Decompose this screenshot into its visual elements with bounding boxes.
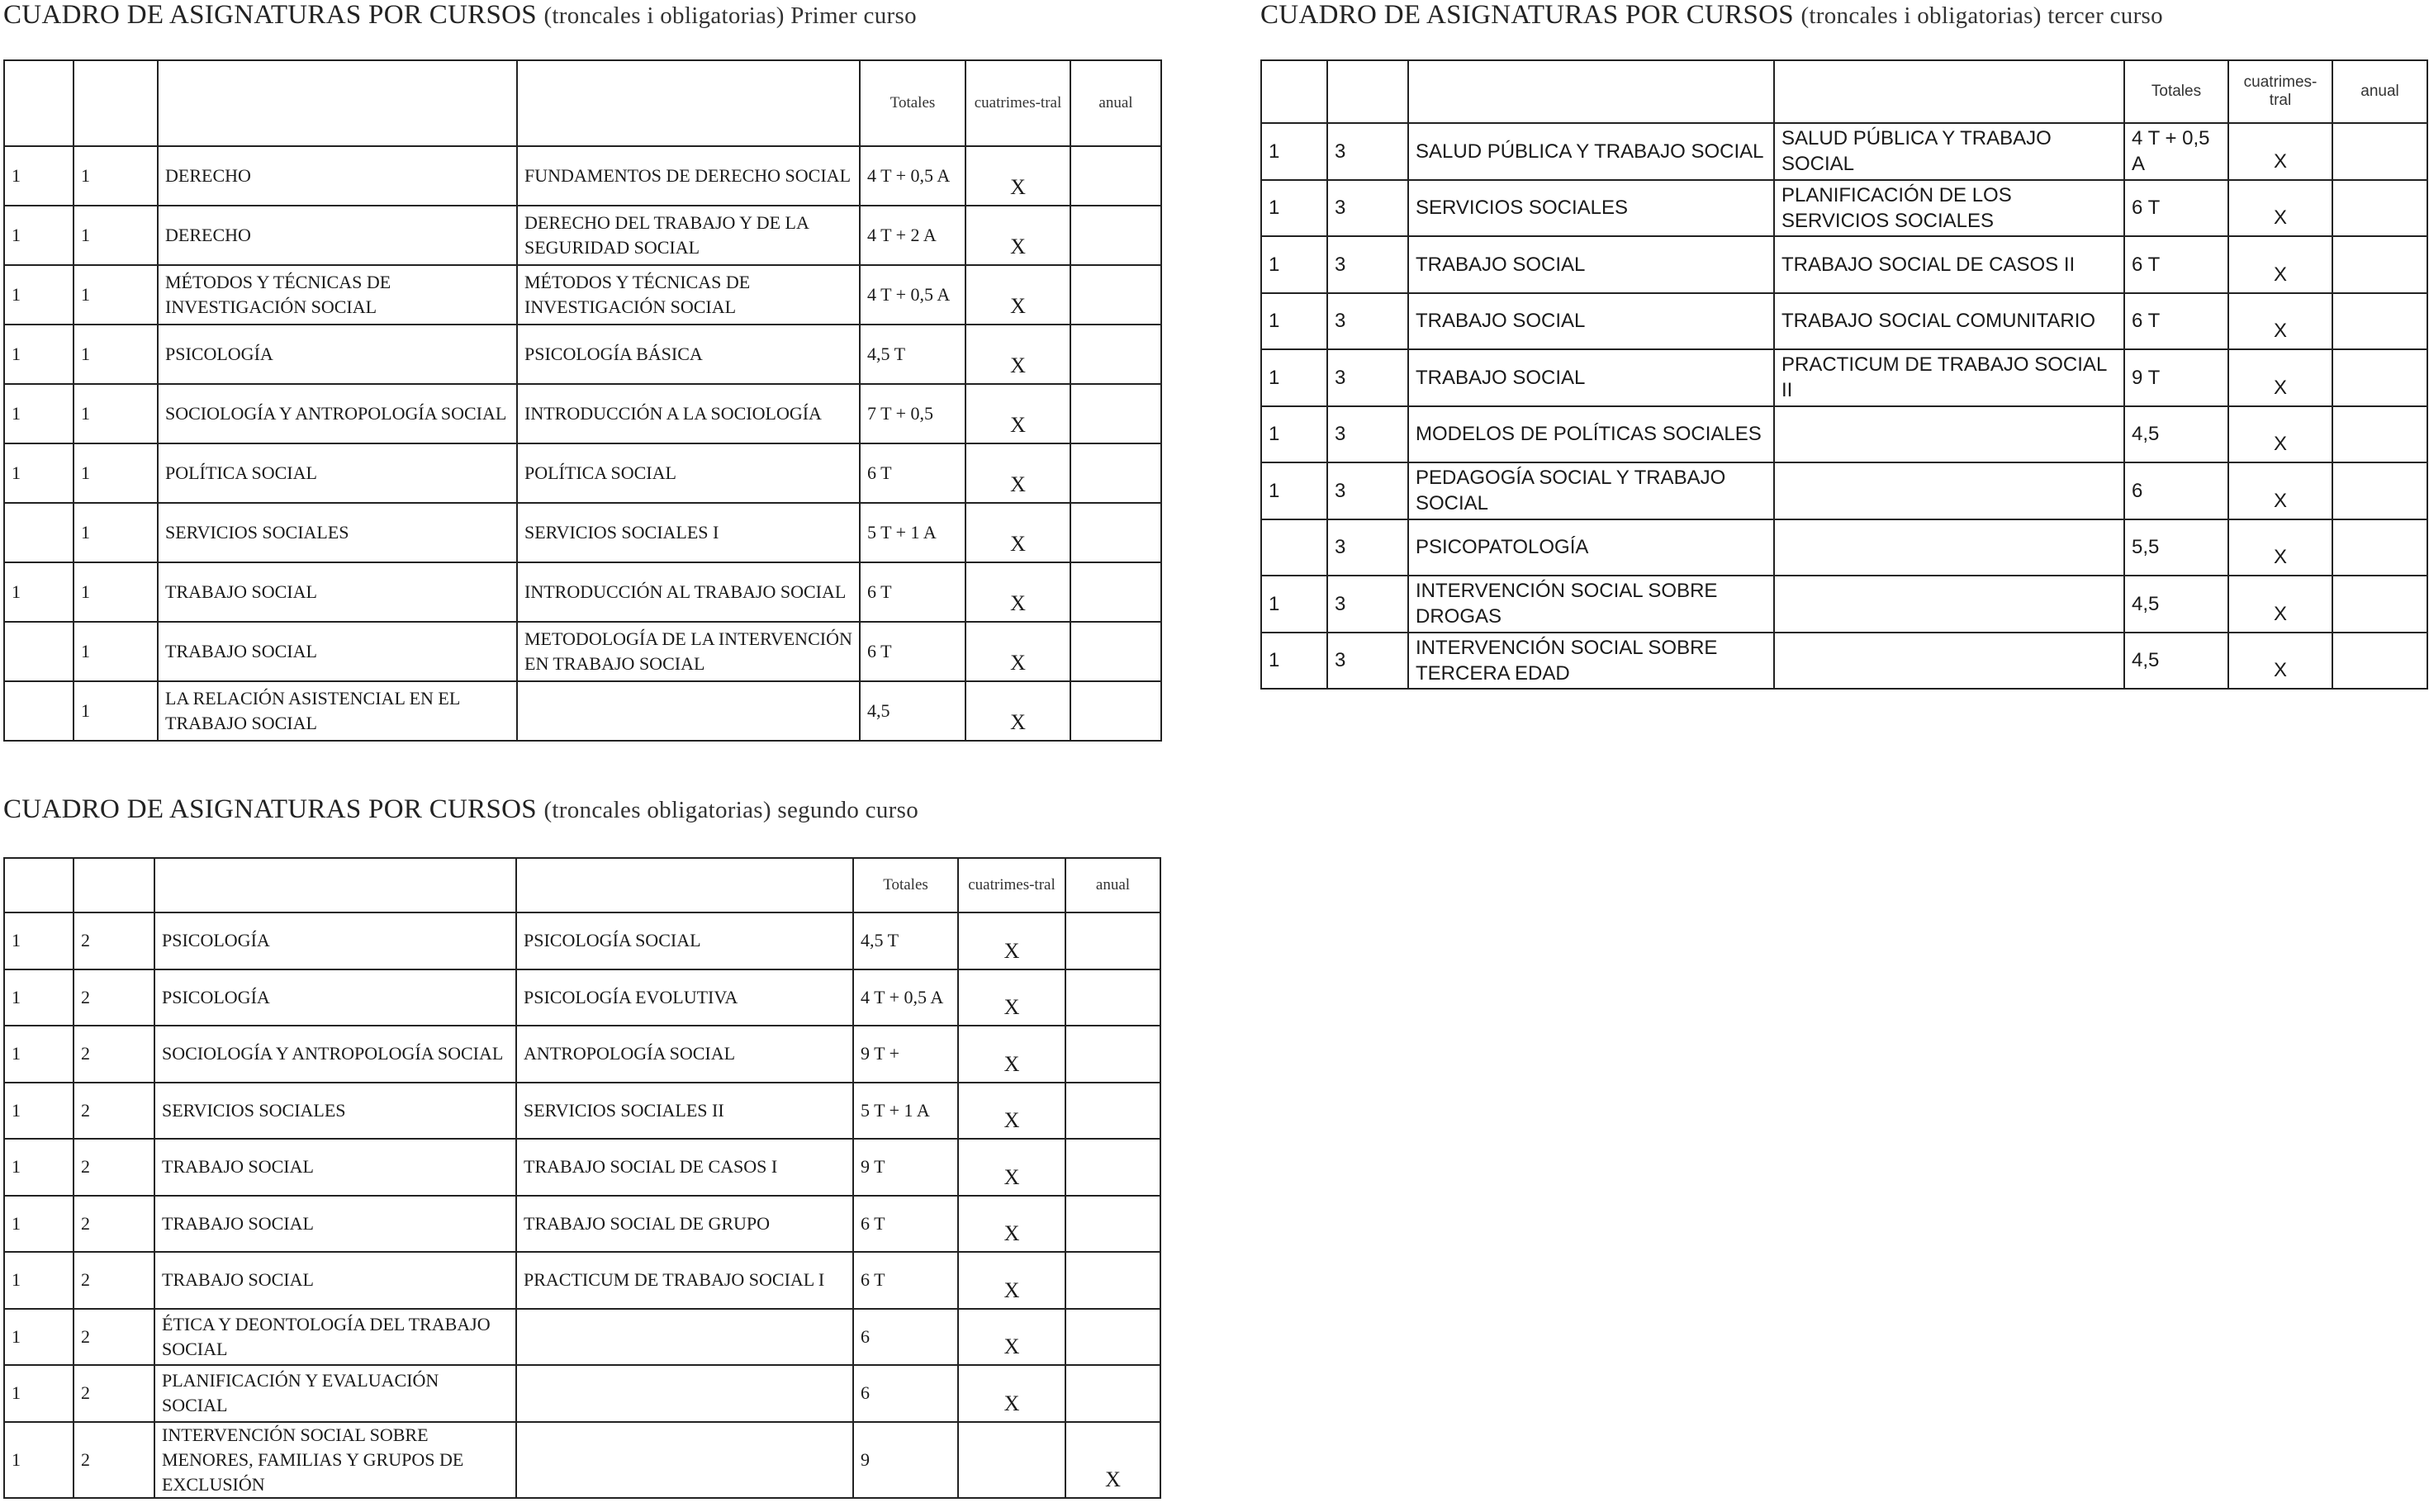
cell-anual [1070, 384, 1161, 443]
cell-anual [2332, 576, 2427, 633]
header-cell [154, 858, 516, 912]
cell-anual [2332, 180, 2427, 237]
heading-tercer-curso [1260, 0, 2163, 31]
header-cell [1408, 60, 1774, 123]
cell-cuatrimestral: X [958, 1309, 1065, 1366]
cell-curso: 3 [1327, 462, 1408, 519]
cell-creditos: 6 T [853, 1252, 958, 1309]
cell-materia: INTERVENCIÓN SOCIAL SOBRE MENORES, FAMILIAS Y GRUPOS DE EXCLUSIÓN [154, 1422, 516, 1498]
cell-number: 1 [1261, 633, 1327, 690]
cell-creditos: 4,5 [2124, 576, 2228, 633]
cell-materia: TRABAJO SOCIAL [1408, 293, 1774, 350]
table-row [4, 912, 1160, 969]
cell-number: 1 [4, 146, 74, 206]
cell-creditos: 4 T + 0,5 A [860, 146, 965, 206]
cell-creditos: 4,5 [2124, 633, 2228, 690]
cell-asignatura: INTRODUCCIÓN AL TRABAJO SOCIAL [517, 562, 860, 622]
cell-creditos: 4,5 [2124, 406, 2228, 463]
cell-curso: 3 [1327, 123, 1408, 180]
cell-asignatura [1774, 519, 2124, 576]
cell-materia: PSICOLOGÍA [158, 325, 517, 384]
table-row [4, 206, 1161, 265]
cell-asignatura [1774, 576, 2124, 633]
cell-curso: 1 [74, 503, 158, 562]
cell-creditos: 5,5 [2124, 519, 2228, 576]
cell-materia: PLANIFICACIÓN Y EVALUACIÓN SOCIAL [154, 1365, 516, 1422]
cell-creditos: 5 T + 1 A [860, 503, 965, 562]
heading-suffix: (troncales i obligatorias) Primer curso [543, 2, 917, 29]
cell-cuatrimestral: X [2228, 236, 2332, 293]
cell-creditos: 4,5 T [853, 912, 958, 969]
cell-number: 1 [1261, 293, 1327, 350]
cell-anual [2332, 293, 2427, 350]
cell-creditos: 4,5 T [860, 325, 965, 384]
cell-number: 1 [4, 1196, 74, 1253]
cell-anual [1070, 206, 1161, 265]
cell-materia: TRABAJO SOCIAL [154, 1139, 516, 1196]
cell-anual [1065, 1309, 1160, 1366]
cell-materia: DERECHO [158, 206, 517, 265]
table-row [1261, 462, 2427, 519]
cell-asignatura: PLANIFICACIÓN DE LOS SERVICIOS SOCIALES [1774, 180, 2124, 237]
cell-materia: PSICOPATOLOGÍA [1408, 519, 1774, 576]
heading-segundo-curso [3, 794, 918, 825]
header-cell: anual [2332, 60, 2427, 123]
cell-curso: 2 [74, 1422, 154, 1498]
cell-creditos: 6 [2124, 462, 2228, 519]
cell-number: 1 [1261, 576, 1327, 633]
header-cell: cuatrimes-tral [965, 60, 1070, 146]
cell-anual [1065, 1365, 1160, 1422]
cell-creditos: 5 T + 1 A [853, 1083, 958, 1140]
cell-asignatura [517, 681, 860, 741]
cell-cuatrimestral: X [2228, 123, 2332, 180]
cell-curso: 1 [74, 146, 158, 206]
table-row [4, 325, 1161, 384]
cell-asignatura: METODOLOGÍA DE LA INTERVENCIÓN EN TRABAJO SOCIAL [517, 622, 860, 681]
cell-anual [1065, 912, 1160, 969]
cell-number: 1 [1261, 349, 1327, 406]
cell-curso: 3 [1327, 236, 1408, 293]
cell-number: 1 [1261, 180, 1327, 237]
cell-asignatura: TRABAJO SOCIAL DE CASOS II [1774, 236, 2124, 293]
cell-anual [1070, 562, 1161, 622]
cell-asignatura: FUNDAMENTOS DE DERECHO SOCIAL [517, 146, 860, 206]
cell-anual [1070, 681, 1161, 741]
cell-curso: 3 [1327, 633, 1408, 690]
cell-curso: 1 [74, 681, 158, 741]
cell-materia: DERECHO [158, 146, 517, 206]
cell-cuatrimestral: X [958, 1252, 1065, 1309]
cell-anual [2332, 462, 2427, 519]
cell-materia: POLÍTICA SOCIAL [158, 443, 517, 503]
cell-number: 1 [1261, 123, 1327, 180]
cell-anual: X [1065, 1422, 1160, 1498]
table-tercer-curso [1260, 59, 2428, 690]
cell-creditos: 4,5 [860, 681, 965, 741]
cell-asignatura: SERVICIOS SOCIALES II [516, 1083, 853, 1140]
table-row [1261, 406, 2427, 463]
cell-cuatrimestral: X [965, 443, 1070, 503]
cell-number: 1 [4, 562, 74, 622]
cell-cuatrimestral: X [965, 325, 1070, 384]
header-cell: Totales [853, 858, 958, 912]
cell-anual [2332, 406, 2427, 463]
cell-cuatrimestral: X [958, 1026, 1065, 1083]
cell-creditos: 6 T [860, 443, 965, 503]
cell-number: 1 [4, 443, 74, 503]
table-row [4, 265, 1161, 325]
cell-creditos: 4 T + 0,5 A [860, 265, 965, 325]
cell-creditos: 9 T + [853, 1026, 958, 1083]
cell-asignatura [1774, 406, 2124, 463]
cell-creditos: 9 [853, 1422, 958, 1498]
cell-asignatura: PRACTICUM DE TRABAJO SOCIAL I [516, 1252, 853, 1309]
table-row [4, 1196, 1160, 1253]
heading-main: CUADRO DE ASIGNATURAS POR CURSOS [3, 794, 537, 824]
cell-number: 1 [4, 1083, 74, 1140]
table-primer-curso [3, 59, 1162, 742]
table-row [1261, 633, 2427, 690]
table-row [1261, 293, 2427, 350]
cell-asignatura [1774, 462, 2124, 519]
cell-materia: SALUD PÚBLICA Y TRABAJO SOCIAL [1408, 123, 1774, 180]
cell-asignatura [516, 1365, 853, 1422]
header-cell [516, 858, 853, 912]
cell-asignatura [516, 1422, 853, 1498]
cell-curso: 2 [74, 969, 154, 1026]
cell-number: 1 [4, 325, 74, 384]
cell-creditos: 4 T + 0,5 A [853, 969, 958, 1026]
cell-materia: ÉTICA Y DEONTOLOGÍA DEL TRABAJO SOCIAL [154, 1309, 516, 1366]
header-cell: cuatrimes-tral [958, 858, 1065, 912]
cell-number: 1 [4, 206, 74, 265]
cell-number: 1 [4, 1139, 74, 1196]
cell-curso: 2 [74, 1252, 154, 1309]
cell-cuatrimestral: X [965, 265, 1070, 325]
cell-number: 1 [4, 384, 74, 443]
cell-materia: TRABAJO SOCIAL [1408, 349, 1774, 406]
cell-asignatura: ANTROPOLOGÍA SOCIAL [516, 1026, 853, 1083]
table-header-row [4, 60, 1161, 146]
cell-curso: 2 [74, 1139, 154, 1196]
cell-curso: 3 [1327, 519, 1408, 576]
cell-number [4, 681, 74, 741]
cell-asignatura [1774, 633, 2124, 690]
cell-asignatura: SALUD PÚBLICA Y TRABAJO SOCIAL [1774, 123, 2124, 180]
cell-cuatrimestral: X [958, 1139, 1065, 1196]
cell-cuatrimestral: X [965, 384, 1070, 443]
cell-asignatura: PSICOLOGÍA SOCIAL [516, 912, 853, 969]
cell-materia: SERVICIOS SOCIALES [1408, 180, 1774, 237]
cell-anual [1070, 503, 1161, 562]
heading-suffix: (troncales obligatorias) segundo curso [543, 797, 918, 823]
cell-number: 1 [4, 1026, 74, 1083]
cell-number [1261, 519, 1327, 576]
cell-asignatura: TRABAJO SOCIAL DE GRUPO [516, 1196, 853, 1253]
cell-curso: 2 [74, 912, 154, 969]
cell-materia: TRABAJO SOCIAL [158, 622, 517, 681]
cell-creditos: 9 T [2124, 349, 2228, 406]
cell-anual [1070, 325, 1161, 384]
section-primer-curso [3, 0, 1160, 776]
cell-materia: TRABAJO SOCIAL [154, 1196, 516, 1253]
cell-asignatura: PSICOLOGÍA EVOLUTIVA [516, 969, 853, 1026]
cell-materia: MÉTODOS Y TÉCNICAS DE INVESTIGACIÓN SOCIAL [158, 265, 517, 325]
cell-curso: 1 [74, 384, 158, 443]
cell-number: 1 [4, 969, 74, 1026]
cell-cuatrimestral: X [2228, 349, 2332, 406]
cell-cuatrimestral: X [965, 146, 1070, 206]
cell-materia: INTERVENCIÓN SOCIAL SOBRE TERCERA EDAD [1408, 633, 1774, 690]
cell-cuatrimestral: X [2228, 633, 2332, 690]
cell-materia: LA RELACIÓN ASISTENCIAL EN EL TRABAJO SOCIAL [158, 681, 517, 741]
cell-creditos: 6 T [853, 1196, 958, 1253]
cell-cuatrimestral: X [965, 503, 1070, 562]
cell-anual [1065, 1196, 1160, 1253]
table-row [4, 622, 1161, 681]
cell-anual [1070, 146, 1161, 206]
cell-creditos: 6 [853, 1365, 958, 1422]
table-row [4, 1252, 1160, 1309]
cell-cuatrimestral: X [2228, 180, 2332, 237]
table-row [4, 503, 1161, 562]
cell-number [4, 503, 74, 562]
header-cell [158, 60, 517, 146]
cell-curso: 3 [1327, 293, 1408, 350]
cell-curso: 1 [74, 562, 158, 622]
cell-anual [1065, 969, 1160, 1026]
cell-number [4, 622, 74, 681]
cell-curso: 3 [1327, 576, 1408, 633]
cell-creditos: 6 T [2124, 180, 2228, 237]
cell-number: 1 [1261, 462, 1327, 519]
cell-number: 1 [4, 1365, 74, 1422]
cell-cuatrimestral: X [958, 912, 1065, 969]
header-cell [74, 60, 158, 146]
table-row [4, 384, 1161, 443]
section-tercer-curso [1260, 0, 2427, 727]
cell-creditos: 6 [853, 1309, 958, 1366]
table-segundo-curso [3, 857, 1161, 1499]
header-cell: Totales [860, 60, 965, 146]
table-row [1261, 349, 2427, 406]
cell-creditos: 6 T [2124, 236, 2228, 293]
table-row [4, 443, 1161, 503]
cell-curso: 2 [74, 1083, 154, 1140]
cell-creditos: 4 T + 2 A [860, 206, 965, 265]
cell-curso: 1 [74, 325, 158, 384]
cell-creditos: 4 T + 0,5 A [2124, 123, 2228, 180]
cell-materia: TRABAJO SOCIAL [154, 1252, 516, 1309]
cell-curso: 3 [1327, 349, 1408, 406]
table-row [4, 1026, 1160, 1083]
cell-materia: SERVICIOS SOCIALES [158, 503, 517, 562]
heading-main: CUADRO DE ASIGNATURAS POR CURSOS [1260, 0, 1794, 30]
table-row [4, 562, 1161, 622]
cell-creditos: 6 T [860, 622, 965, 681]
cell-cuatrimestral: X [965, 622, 1070, 681]
cell-asignatura: SERVICIOS SOCIALES I [517, 503, 860, 562]
cell-curso: 1 [74, 265, 158, 325]
table-row [4, 681, 1161, 741]
table-row [4, 146, 1161, 206]
cell-materia: SOCIOLOGÍA Y ANTROPOLOGÍA SOCIAL [154, 1026, 516, 1083]
cell-anual [1070, 443, 1161, 503]
cell-curso: 1 [74, 622, 158, 681]
cell-number: 1 [1261, 406, 1327, 463]
cell-number: 1 [4, 1422, 74, 1498]
cell-curso: 3 [1327, 180, 1408, 237]
cell-asignatura: TRABAJO SOCIAL DE CASOS I [516, 1139, 853, 1196]
table-row [1261, 180, 2427, 237]
table-row [1261, 576, 2427, 633]
cell-anual [1065, 1139, 1160, 1196]
cell-anual [1065, 1083, 1160, 1140]
cell-materia: PSICOLOGÍA [154, 912, 516, 969]
header-cell [1327, 60, 1408, 123]
cell-curso: 3 [1327, 406, 1408, 463]
cell-cuatrimestral: X [2228, 576, 2332, 633]
cell-anual [1070, 622, 1161, 681]
header-cell [4, 60, 74, 146]
cell-anual [2332, 633, 2427, 690]
cell-number: 1 [4, 265, 74, 325]
cell-cuatrimestral: X [2228, 406, 2332, 463]
cell-creditos: 9 T [853, 1139, 958, 1196]
table-row [4, 1422, 1160, 1498]
cell-cuatrimestral: X [965, 206, 1070, 265]
cell-asignatura: PSICOLOGÍA BÁSICA [517, 325, 860, 384]
cell-curso: 2 [74, 1196, 154, 1253]
heading-suffix: (troncales i obligatorias) tercer curso [1800, 2, 2163, 29]
cell-materia: SERVICIOS SOCIALES [154, 1083, 516, 1140]
cell-asignatura: PRACTICUM DE TRABAJO SOCIAL II [1774, 349, 2124, 406]
header-cell: anual [1065, 858, 1160, 912]
cell-asignatura: INTRODUCCIÓN A LA SOCIOLOGÍA [517, 384, 860, 443]
header-cell [74, 858, 154, 912]
header-cell [517, 60, 860, 146]
cell-cuatrimestral: X [965, 562, 1070, 622]
header-cell [4, 858, 74, 912]
cell-creditos: 6 T [860, 562, 965, 622]
cell-asignatura: POLÍTICA SOCIAL [517, 443, 860, 503]
section-segundo-curso [3, 794, 1160, 1512]
cell-cuatrimestral: X [965, 681, 1070, 741]
cell-anual [1065, 1252, 1160, 1309]
cell-materia: PSICOLOGÍA [154, 969, 516, 1026]
cell-curso: 2 [74, 1026, 154, 1083]
cell-anual [1065, 1026, 1160, 1083]
cell-number: 1 [4, 912, 74, 969]
cell-asignatura: DERECHO DEL TRABAJO Y DE LA SEGURIDAD SOCIAL [517, 206, 860, 265]
header-cell: Totales [2124, 60, 2228, 123]
cell-cuatrimestral: X [958, 969, 1065, 1026]
table-row [1261, 519, 2427, 576]
cell-cuatrimestral: X [2228, 462, 2332, 519]
header-cell: anual [1070, 60, 1161, 146]
cell-materia: TRABAJO SOCIAL [158, 562, 517, 622]
table-row [1261, 123, 2427, 180]
cell-materia: SOCIOLOGÍA Y ANTROPOLOGÍA SOCIAL [158, 384, 517, 443]
cell-anual [2332, 123, 2427, 180]
cell-curso: 1 [74, 443, 158, 503]
cell-creditos: 7 T + 0,5 [860, 384, 965, 443]
cell-curso: 2 [74, 1365, 154, 1422]
cell-asignatura [516, 1309, 853, 1366]
table-row [4, 1365, 1160, 1422]
cell-cuatrimestral: X [958, 1365, 1065, 1422]
header-cell [1261, 60, 1327, 123]
header-cell: cuatrimes-tral [2228, 60, 2332, 123]
cell-number: 1 [4, 1309, 74, 1366]
table-row [4, 1139, 1160, 1196]
heading-primer-curso [3, 0, 917, 31]
cell-anual [2332, 236, 2427, 293]
cell-asignatura: MÉTODOS Y TÉCNICAS DE INVESTIGACIÓN SOCIAL [517, 265, 860, 325]
cell-materia: MODELOS DE POLÍTICAS SOCIALES [1408, 406, 1774, 463]
cell-creditos: 6 T [2124, 293, 2228, 350]
table-row [4, 1083, 1160, 1140]
cell-cuatrimestral: X [958, 1196, 1065, 1253]
cell-number: 1 [4, 1252, 74, 1309]
table-row [4, 1309, 1160, 1366]
cell-anual [2332, 519, 2427, 576]
table-header-row [4, 858, 1160, 912]
cell-anual [2332, 349, 2427, 406]
cell-curso: 2 [74, 1309, 154, 1366]
cell-curso: 1 [74, 206, 158, 265]
cell-number: 1 [1261, 236, 1327, 293]
cell-materia: TRABAJO SOCIAL [1408, 236, 1774, 293]
cell-materia: INTERVENCIÓN SOCIAL SOBRE DROGAS [1408, 576, 1774, 633]
heading-main: CUADRO DE ASIGNATURAS POR CURSOS [3, 0, 537, 30]
cell-materia: PEDAGOGÍA SOCIAL Y TRABAJO SOCIAL [1408, 462, 1774, 519]
cell-cuatrimestral: X [2228, 293, 2332, 350]
cell-asignatura: TRABAJO SOCIAL COMUNITARIO [1774, 293, 2124, 350]
cell-cuatrimestral: X [958, 1083, 1065, 1140]
cell-cuatrimestral: X [2228, 519, 2332, 576]
cell-cuatrimestral [958, 1422, 1065, 1498]
header-cell [1774, 60, 2124, 123]
table-row [1261, 236, 2427, 293]
cell-anual [1070, 265, 1161, 325]
table-header-row [1261, 60, 2427, 123]
table-row [4, 969, 1160, 1026]
